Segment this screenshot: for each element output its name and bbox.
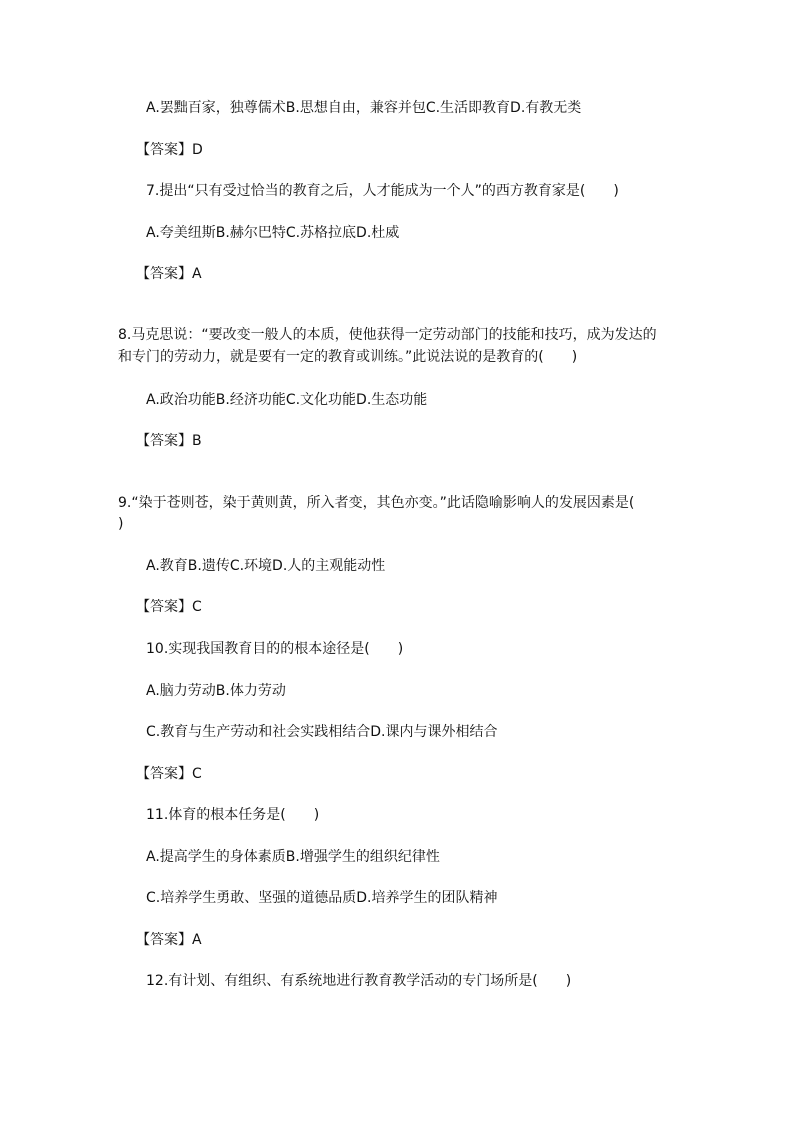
q10-options-line1: A.脑力劳动B.体力劳动 <box>146 683 286 699</box>
q8-question-line1: 8.马克思说：“要改变一般人的本质，使他获得一定劳动部门的技能和技巧，成为发达的 <box>118 327 657 343</box>
q6-options: A.罢黜百家，独尊儒术B.思想自由，兼容并包C.生活即教育D.有教无类 <box>146 100 582 116</box>
q9-question-line2: ) <box>118 516 124 532</box>
q10-question: 10.实现我国教育目的的根本途径是( ) <box>146 641 404 657</box>
q8-options: A.政治功能B.经济功能C.文化功能D.生态功能 <box>146 392 428 408</box>
q10-options-line2: C.教育与生产劳动和社会实践相结合D.课内与课外相结合 <box>146 724 498 740</box>
q8-question-line2: 和专门的劳动力，就是要有一定的教育或训练。”此说法说的是教育的( ) <box>118 349 578 365</box>
q9-answer: 【答案】C <box>136 599 202 615</box>
q7-answer: 【答案】A <box>136 266 202 282</box>
q11-options-line1: A.提高学生的身体素质B.增强学生的组织纪律性 <box>146 849 440 865</box>
q6-answer: 【答案】D <box>136 142 203 158</box>
q11-answer: 【答案】A <box>136 932 202 948</box>
q10-answer: 【答案】C <box>136 766 202 782</box>
q7-question: 7.提出“只有受过恰当的教育之后，人才能成为一个人”的西方教育家是( ) <box>146 183 619 199</box>
q11-options-line2: C.培养学生勇敢、坚强的道德品质D.培养学生的团队精神 <box>146 890 498 906</box>
q8-answer: 【答案】B <box>136 433 202 449</box>
q9-question-line1: 9.“染于苍则苍，染于黄则黄，所入者变，其色亦变。”此话隐喻影响人的发展因素是( <box>118 495 635 511</box>
q12-question: 12.有计划、有组织、有系统地进行教育教学活动的专门场所是( ) <box>146 973 572 989</box>
q7-options: A.夸美纽斯B.赫尔巴特C.苏格拉底D.杜威 <box>146 225 400 241</box>
q11-question: 11.体育的根本任务是( ) <box>146 807 320 823</box>
q9-options: A.教育B.遗传C.环境D.人的主观能动性 <box>146 558 386 574</box>
